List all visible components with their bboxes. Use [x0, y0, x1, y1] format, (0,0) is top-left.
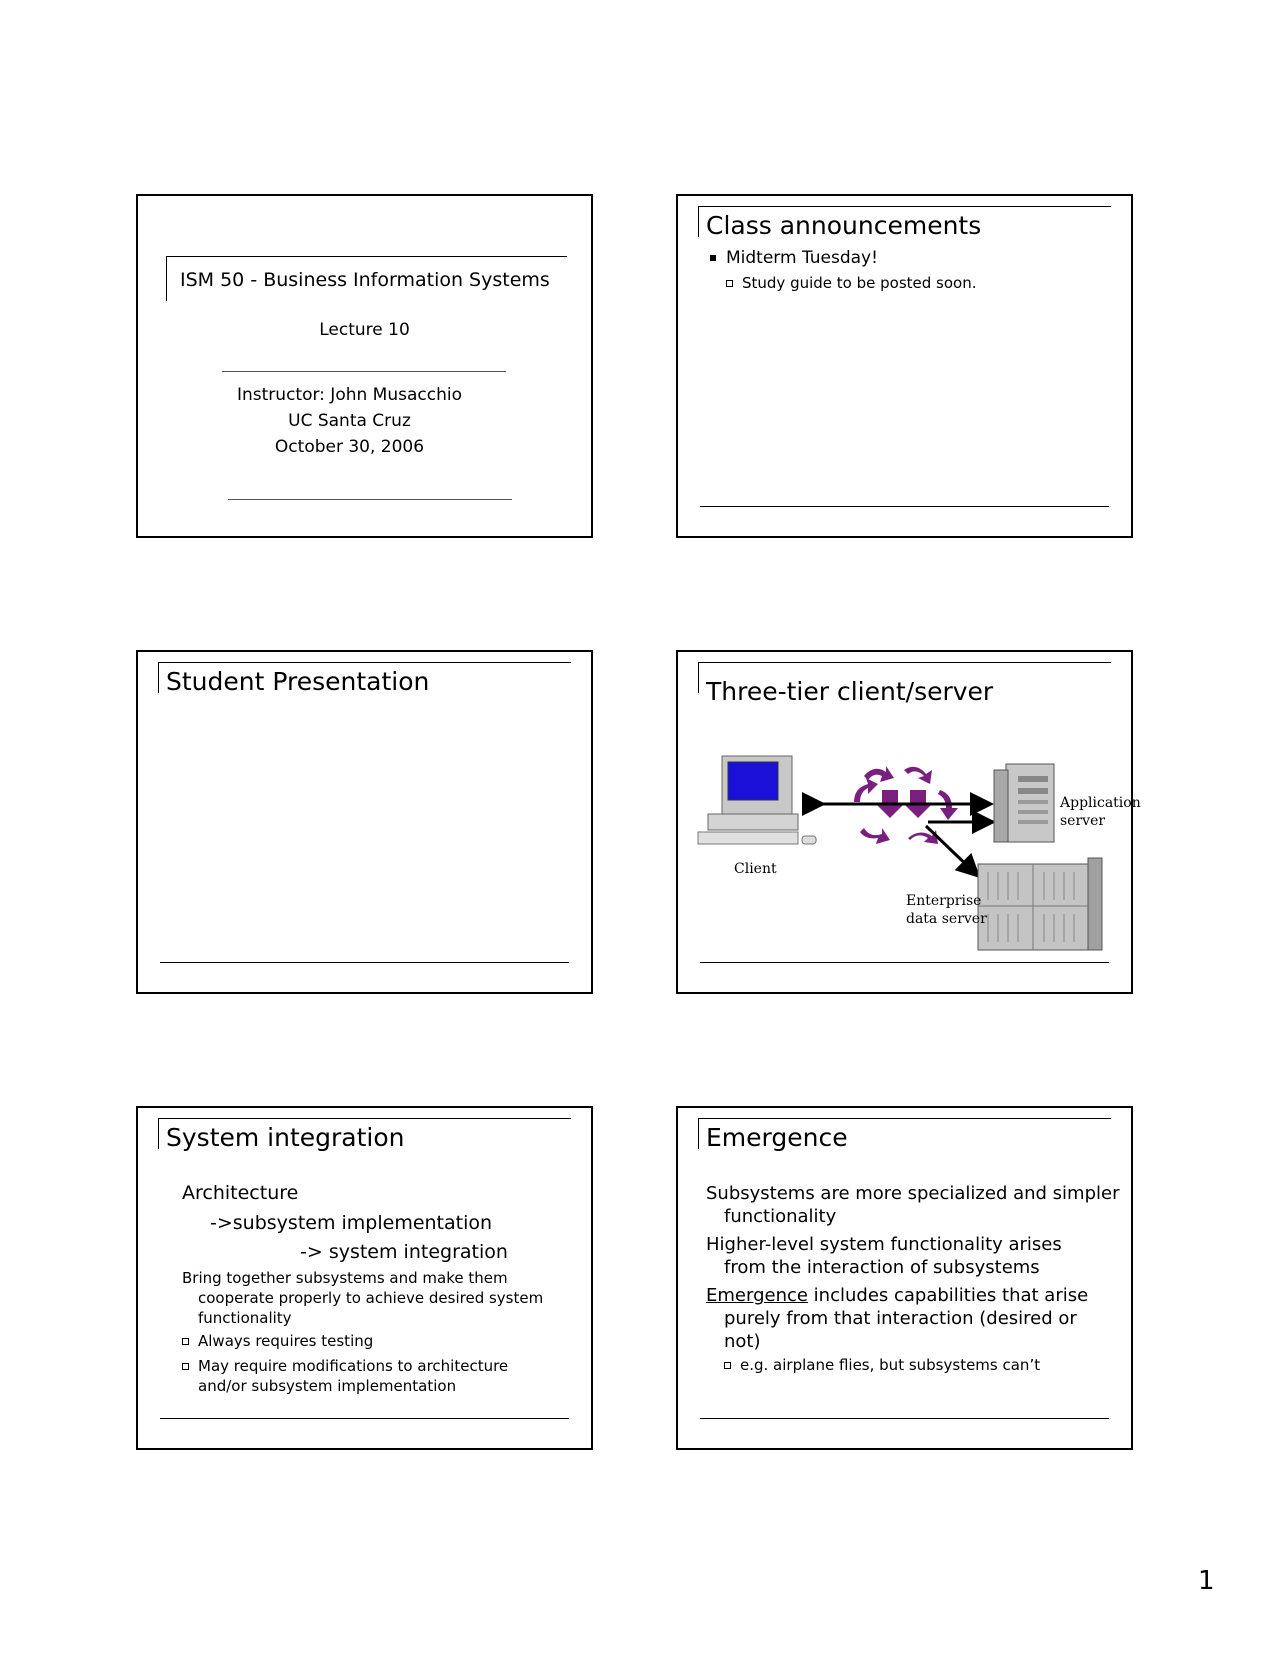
- divider: [228, 499, 512, 500]
- slide-heading: System integration: [166, 1123, 405, 1152]
- hollow-square-bullet-icon: [182, 1338, 189, 1345]
- bullet-item: Midterm Tuesday!: [710, 248, 878, 268]
- slide-heading: Class announcements: [706, 211, 982, 240]
- slide-system-integration: [136, 1106, 593, 1450]
- emergence-term: Emergence: [706, 1285, 808, 1306]
- integration-description: Bring together subsystems and make them cooperate properly to achieve desired system functionality: [182, 1269, 544, 1327]
- lecture-date: October 30, 2006: [274, 437, 425, 457]
- hollow-square-bullet-icon: [726, 280, 733, 287]
- slide-three-tier: [676, 650, 1141, 994]
- footer-line: [700, 962, 1109, 963]
- footer-line: [160, 1418, 569, 1419]
- client-label: Client: [734, 861, 777, 877]
- slide-emergence: [676, 1106, 1133, 1450]
- lecture-number: Lecture 10: [319, 320, 410, 340]
- slide-heading: Emergence: [706, 1123, 848, 1152]
- data-server-icon: [978, 858, 1102, 950]
- flow-subsystem: ->subsystem implementation: [210, 1212, 493, 1234]
- divider: [222, 371, 506, 372]
- page-number: 1: [1198, 1566, 1215, 1596]
- slide-heading: Three-tier client/server: [706, 677, 994, 706]
- footer-line: [700, 1418, 1109, 1419]
- course-title: ISM 50 - Business Information Systems: [180, 269, 550, 291]
- flow-architecture: Architecture: [182, 1182, 299, 1204]
- sub-bullet-item: e.g. airplane flies, but subsystems can’t: [724, 1356, 1040, 1374]
- slide-announcements: [676, 194, 1133, 538]
- instructor-info: [138, 382, 591, 460]
- paragraph-emergence: Emergence includes capabilities that arise purely from that interaction (desired or not): [706, 1285, 1089, 1352]
- client-computer-icon: [698, 756, 816, 844]
- slide-heading: Student Presentation: [166, 667, 430, 696]
- sub-bullet-item: Always requires testing: [182, 1332, 373, 1350]
- hollow-square-bullet-icon: [182, 1363, 189, 1370]
- sub-bullet-item: May require modifications to architecture and/or subsystem implementation: [182, 1356, 508, 1396]
- slide-title: [136, 194, 593, 538]
- paragraph-subsystems: Subsystems are more specialized and simpler functionality: [706, 1183, 1120, 1227]
- slide-student-presentation: [136, 650, 593, 994]
- footer-line: [160, 962, 569, 963]
- sub-bullet-item: Study guide to be posted soon.: [726, 274, 977, 292]
- footer-line: [700, 506, 1109, 507]
- paragraph-higher-level: Higher-level system functionality arises from the interaction of subsystems: [706, 1234, 1062, 1278]
- application-server-icon: [994, 764, 1054, 842]
- arrow-to-data-server: [926, 826, 976, 874]
- instructor-name: Instructor: John Musacchio: [237, 385, 462, 405]
- app-server-label-line1: Application: [1060, 795, 1141, 811]
- flow-integration: -> system integration: [300, 1241, 508, 1263]
- data-server-label-line2: data server: [906, 911, 987, 927]
- app-server-label-line2: server: [1060, 813, 1106, 829]
- data-server-label-line1: Enterprise: [906, 893, 982, 909]
- hollow-square-bullet-icon: [724, 1362, 731, 1369]
- school-name: UC Santa Cruz: [288, 411, 411, 431]
- square-bullet-icon: [710, 255, 716, 261]
